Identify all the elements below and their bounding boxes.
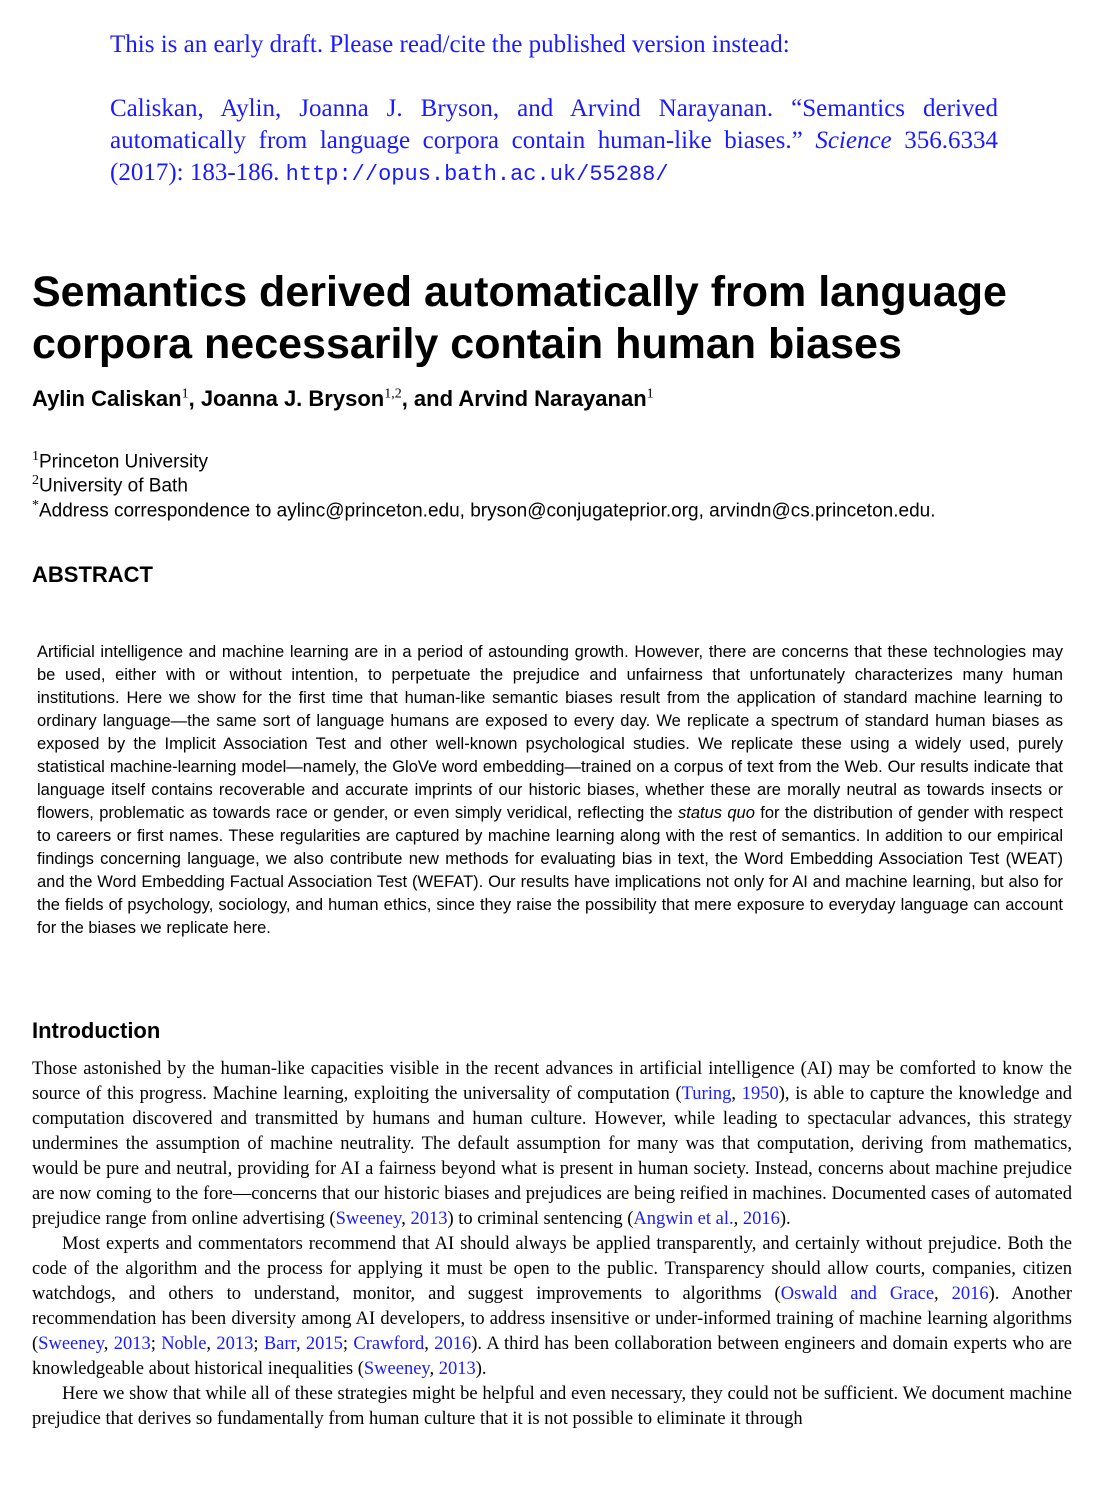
affiliation-text: Princeton University bbox=[39, 451, 208, 473]
text: , bbox=[206, 1334, 217, 1354]
affiliation bbox=[32, 449, 208, 473]
text: , bbox=[103, 1334, 114, 1354]
paper-title: Semantics derived automatically from language corpora necessarily contain human biases bbox=[32, 268, 1007, 368]
abstract-part: for the distribution of gender with respect to careers or first names. These regularities are captured by machine learning along with the rest of semantics. In addition to our empirical findings concerning language, we also contribute new methods for evaluating bias in text, the Word Embedding Association Test (WEAT) and the Word Embedding Factual Association Test (WEFAT). Our results have implications not only for AI and machine learning, but also for the fields of psychology, sociology, and human ethics, since they raise the possibility that mere exposure to everyday language can account for the biases we replicate here. bbox=[37, 804, 1063, 937]
text: ). Another recommendation has been diversity among AI developers, to address insensitive or under-informed training of machine learning algorithms ( bbox=[32, 1284, 1072, 1354]
citation-link[interactable]: Sweeney bbox=[363, 1359, 430, 1379]
citation-link[interactable]: 2016 bbox=[434, 1334, 472, 1354]
citation-link[interactable]: 2016 bbox=[951, 1284, 989, 1304]
text: ) to criminal sentencing ( bbox=[447, 1209, 634, 1229]
text: ; bbox=[150, 1334, 162, 1354]
author-affil-mark: 1 bbox=[181, 386, 189, 402]
text: ; bbox=[253, 1334, 264, 1354]
citation-link[interactable]: 2013 bbox=[113, 1334, 151, 1354]
affiliation-mark: 2 bbox=[32, 473, 39, 488]
citation-link[interactable]: 2013 bbox=[438, 1359, 476, 1379]
text: , bbox=[295, 1334, 306, 1354]
author-affil-mark: 1,2 bbox=[384, 386, 402, 402]
author-name: Joanna J. Bryson bbox=[200, 386, 385, 411]
text: Most experts and commentators recommend that AI should always be applied transparently, and certainly without prejudice. Both the code of the algorithm and the process for applying it must be open to the public. Transparency should allow courts, companies, citizen watchdogs, and others to understand, monitor, and suggest improvements to algorithms ( bbox=[32, 1234, 1072, 1304]
paragraph bbox=[32, 1057, 1072, 1232]
author-separator: , and bbox=[401, 386, 459, 411]
text: , bbox=[424, 1334, 435, 1354]
text: ). A third has been collaboration between engineers and domain experts who are knowledgeable about historical inequalities ( bbox=[32, 1334, 1072, 1379]
paragraph: Here we show that while all of these strategies might be helpful and even necessary, they could not be sufficient. We document machine prejudice that derives so fundamentally from human culture that it is not possible to eliminate it through bbox=[32, 1384, 1072, 1429]
author-affil-mark: 1 bbox=[646, 386, 654, 402]
citation-link[interactable]: Oswald and Grace bbox=[780, 1284, 935, 1304]
citation-link[interactable]: 1950 bbox=[741, 1084, 779, 1104]
citation-link[interactable]: 2013 bbox=[216, 1334, 254, 1354]
citation-text: Caliskan, Aylin, Joanna J. Bryson, and Arvind Narayanan. “Semantics derived automatically from language corpora contain human-like biases.” bbox=[110, 95, 998, 154]
citation-volume: 356.6334 (2017): 183-186. bbox=[110, 127, 999, 186]
published-citation bbox=[110, 93, 998, 191]
affiliation-mark: * bbox=[32, 498, 39, 513]
author-list bbox=[32, 386, 654, 412]
citation-link[interactable]: Turing bbox=[681, 1084, 732, 1104]
citation-link[interactable]: Sweeney bbox=[335, 1209, 402, 1229]
text: ). bbox=[779, 1209, 791, 1229]
abstract-heading: ABSTRACT bbox=[32, 562, 153, 587]
citation-link[interactable]: Angwin et al. bbox=[633, 1209, 734, 1229]
text: , bbox=[731, 1084, 742, 1104]
author-separator: , bbox=[188, 386, 201, 411]
citation-link[interactable]: Barr bbox=[263, 1334, 296, 1354]
text: ), is able to capture the knowledge and computation discovered and transmitted by humans and human culture. However, while leading to spectacular advances, this strategy undermines the assumption of machine neutrality. The default assumption for many was that computation, deriving from mathematics, would be pure and neutral, providing for AI a fairness beyond what is present in human society. Instead, concerns about machine prejudice are now coming to the fore—concerns that our historic biases and prejudices are being reified in machines. Documented cases of automated prejudice range from online advertising ( bbox=[32, 1084, 1072, 1229]
text: , bbox=[733, 1209, 743, 1229]
author-name: Arvind Narayanan bbox=[458, 386, 647, 411]
abstract-text bbox=[37, 641, 1063, 940]
text: Those astonished by the human-like capacities visible in the recent advances in artificial intelligence (AI) may be comforted to know the source of this progress. Machine learning, exploiting the universality of computation ( bbox=[32, 1059, 1072, 1104]
citation-link[interactable]: 2015 bbox=[305, 1334, 343, 1354]
abstract-italic: status quo bbox=[678, 804, 755, 822]
introduction-heading: Introduction bbox=[32, 1018, 161, 1043]
text: ; bbox=[342, 1334, 354, 1354]
citation-link[interactable]: Sweeney bbox=[38, 1334, 104, 1354]
abstract-part: Artificial intelligence and machine learning are in a period of astounding growth. However, there are concerns that these technologies may be used, either with or without intention, to perpetuate the prejudice and unfairness that unfortunately characterizes many human institutions. Here we show for the first time that human-like semantic biases result from the application of standard machine learning to ordinary language—the same sort of language humans are exposed to every day. We replicate a spectrum of standard human biases as exposed by the Implicit Association Test and other well-known psychological studies. We replicate these using a widely used, purely statistical machine-learning model—namely, the GloVe word embedding—trained on a corpus of text from the Web. Our results indicate that language itself contains recoverable and accurate imprints of our historic biases, whether these are morally neutral as towards insects or flowers, problematic as towards race or gender, or even simply veridical, reflecting the bbox=[37, 643, 1063, 822]
citation-journal: Science bbox=[815, 127, 892, 154]
paragraph bbox=[32, 1232, 1072, 1382]
author-name: Aylin Caliskan bbox=[32, 386, 182, 411]
citation-link[interactable]: 2013 bbox=[410, 1209, 448, 1229]
text: , bbox=[401, 1209, 411, 1229]
correspondence bbox=[32, 498, 935, 522]
citation-link[interactable]: 2016 bbox=[742, 1209, 780, 1229]
affiliation-mark: 1 bbox=[32, 449, 39, 464]
text: , bbox=[429, 1359, 439, 1379]
citation-link[interactable]: Crawford bbox=[353, 1334, 425, 1354]
correspondence-text: Address correspondence to aylinc@princeton.edu, bryson@conjugateprior.org, arvindn@cs.princeton.edu. bbox=[39, 500, 936, 522]
affiliation bbox=[32, 473, 188, 497]
affiliation-text: University of Bath bbox=[39, 475, 188, 497]
draft-notice: This is an early draft. Please read/cite the published version instead: bbox=[110, 31, 790, 58]
introduction-body bbox=[32, 1057, 1072, 1432]
citation-url-link[interactable]: http://opus.bath.ac.uk/55288/ bbox=[285, 162, 669, 187]
text: , bbox=[934, 1284, 952, 1304]
citation-link[interactable]: Noble bbox=[161, 1334, 207, 1354]
text: ). bbox=[475, 1359, 487, 1379]
